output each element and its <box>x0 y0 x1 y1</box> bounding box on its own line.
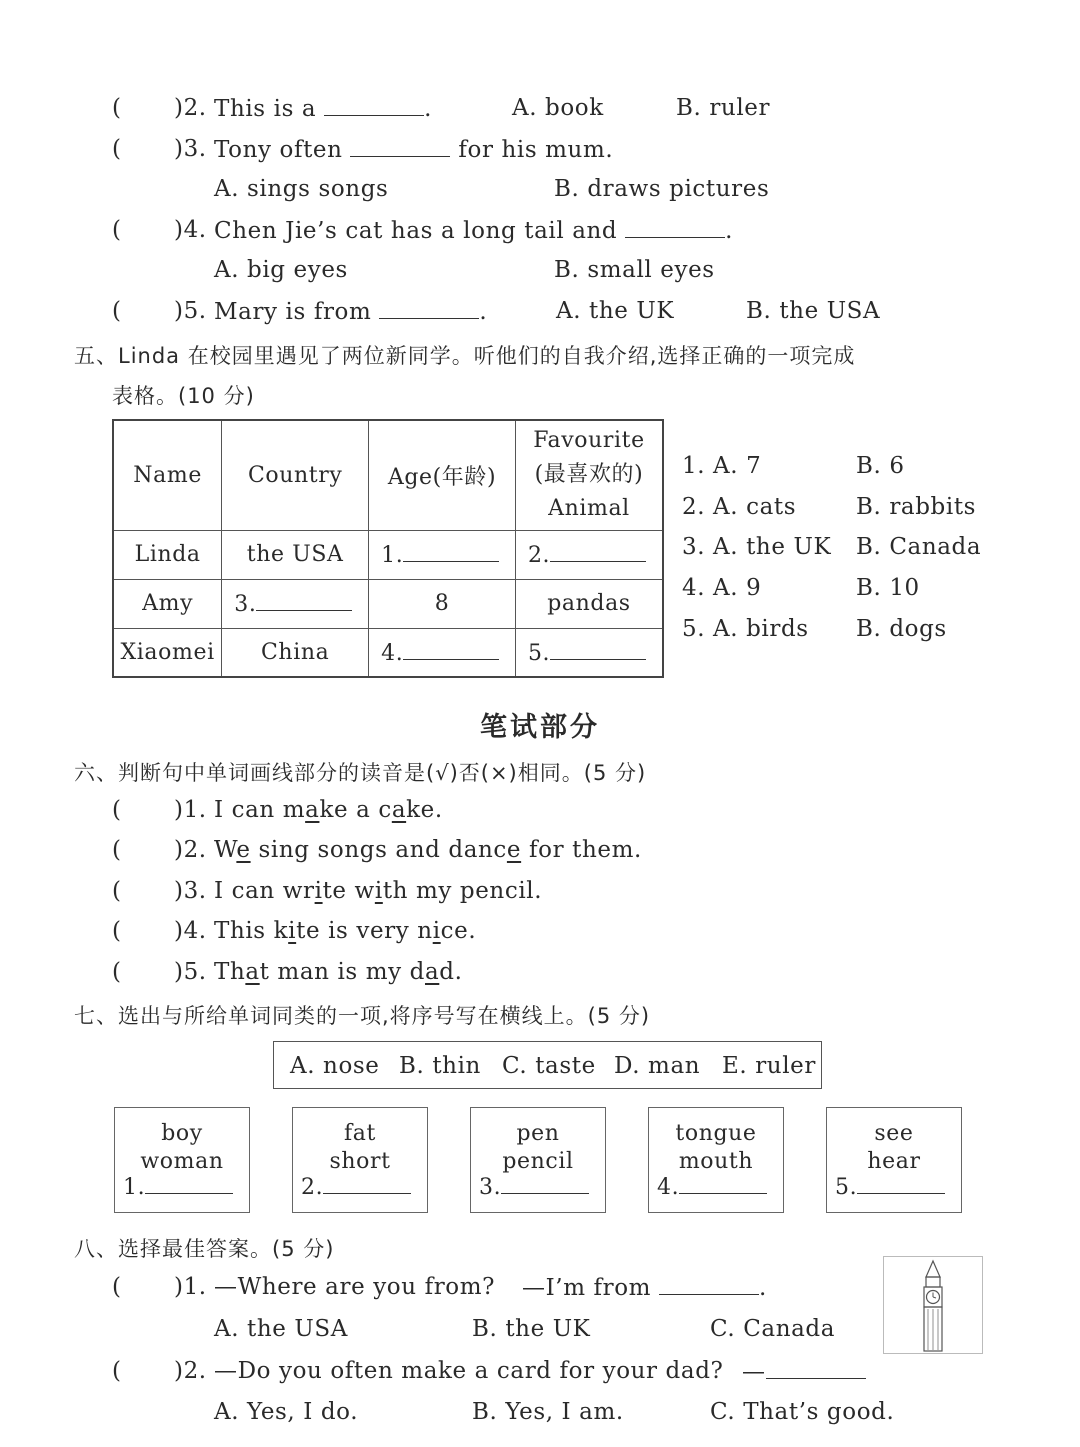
section-eight-title: 八、选择最佳答案。(5 分) <box>74 1237 335 1261</box>
question-text: Chen Jie’s cat has a long tail and . <box>214 218 734 244</box>
option-b: B. the UK <box>472 1316 591 1342</box>
paren: ( <box>112 1358 122 1384</box>
paren: ( <box>112 918 122 944</box>
header-country: Country <box>222 420 369 530</box>
answer-blank[interactable] <box>625 217 725 238</box>
option-b: B. small eyes <box>554 257 715 283</box>
question-text: —Do you often make a card for your dad? <box>214 1358 724 1384</box>
answer-blank[interactable] <box>324 95 424 116</box>
paren: ( <box>112 959 122 985</box>
question-text: —Where are you from? <box>214 1274 496 1300</box>
option-b: B. 6 <box>856 453 905 479</box>
option-a: A. Yes, I do. <box>214 1399 359 1425</box>
word-box: boy woman 1. <box>114 1107 250 1213</box>
word-box: see hear 5. <box>826 1107 962 1213</box>
paren: ( <box>112 797 122 823</box>
header-age: Age(年龄) <box>369 420 516 530</box>
answer-blank[interactable] <box>379 298 479 319</box>
answer-blank[interactable] <box>659 1274 759 1295</box>
option-b: B. 10 <box>856 575 920 601</box>
option-b: B. dogs <box>856 616 947 642</box>
question-text: This is a . <box>214 96 433 122</box>
option-a: 1. A. 7 <box>682 453 762 479</box>
question-text: Mary is from . <box>214 299 488 325</box>
info-table <box>112 419 664 678</box>
option-b: B. Canada <box>856 534 982 560</box>
paren: ( <box>112 1274 122 1300</box>
word-box: pen pencil 3. <box>470 1107 606 1213</box>
section-five-title-cont: 表格。(10 分) <box>112 384 255 408</box>
option-c: C. Canada <box>710 1316 836 1342</box>
option-c: C. That’s good. <box>710 1399 895 1425</box>
question-number: )1. <box>174 1274 207 1300</box>
reply-text: —I’m from . <box>522 1275 767 1301</box>
option-a: A. the USA <box>214 1316 348 1342</box>
word-box: fat short 2. <box>292 1107 428 1213</box>
option-a: 5. A. birds <box>682 616 809 642</box>
written-part-title: 笔试部分 <box>480 712 600 743</box>
section-seven-title: 七、选出与所给单词同类的一项,将序号写在横线上。(5 分) <box>74 1004 651 1028</box>
option-a: A. the UK <box>556 298 675 324</box>
option-b: B. draws pictures <box>554 176 770 202</box>
question-number: )2. <box>174 1358 207 1384</box>
big-ben-picture <box>883 1256 983 1354</box>
paren: ( <box>112 217 122 243</box>
paren: ( <box>112 95 122 121</box>
option-b: B. ruler <box>676 95 771 121</box>
word-bank: A. nose B. thin C. taste D. man E. ruler <box>273 1041 822 1089</box>
section-five-title: 五、Linda 在校园里遇见了两位新同学。听他们的自我介绍,选择正确的一项完成 <box>74 344 856 368</box>
header-name: Name <box>113 420 222 530</box>
option-a: 4. A. 9 <box>682 575 762 601</box>
option-a: A. sings songs <box>214 176 389 202</box>
option-b: B. Yes, I am. <box>472 1399 624 1425</box>
paren: ( <box>112 837 122 863</box>
question-number: )5. <box>174 298 207 324</box>
paren: ( <box>112 878 122 904</box>
option-a: A. big eyes <box>214 257 348 283</box>
option-a: 3. A. the UK <box>682 534 832 560</box>
question-number: )4. <box>174 217 207 243</box>
question-text: Tony often for his mum. <box>214 137 614 163</box>
table-row: Xiaomei China 4. 5. <box>113 628 663 677</box>
reply-text: — <box>742 1358 866 1385</box>
option-b: B. rabbits <box>856 494 977 520</box>
option-a: A. book <box>512 95 604 121</box>
option-a: 2. A. cats <box>682 494 797 520</box>
table-row: Linda the USA 1. 2. <box>113 530 663 579</box>
header-animal: Favourite (最喜欢的) Animal <box>515 420 663 530</box>
table-row: Amy 3. 8 pandas <box>113 579 663 628</box>
paren: ( <box>112 136 122 162</box>
option-b: B. the USA <box>746 298 881 324</box>
answer-blank[interactable] <box>350 136 450 157</box>
section-six-title: 六、判断句中单词画线部分的读音是(√)否(×)相同。(5 分) <box>74 761 647 785</box>
paren: ( <box>112 298 122 324</box>
word-box: tongue mouth 4. <box>648 1107 784 1213</box>
question-number: )3. <box>174 136 207 162</box>
answer-blank[interactable] <box>766 1358 866 1379</box>
question-number: )2. <box>174 95 207 121</box>
clock-tower-icon <box>884 1257 982 1353</box>
